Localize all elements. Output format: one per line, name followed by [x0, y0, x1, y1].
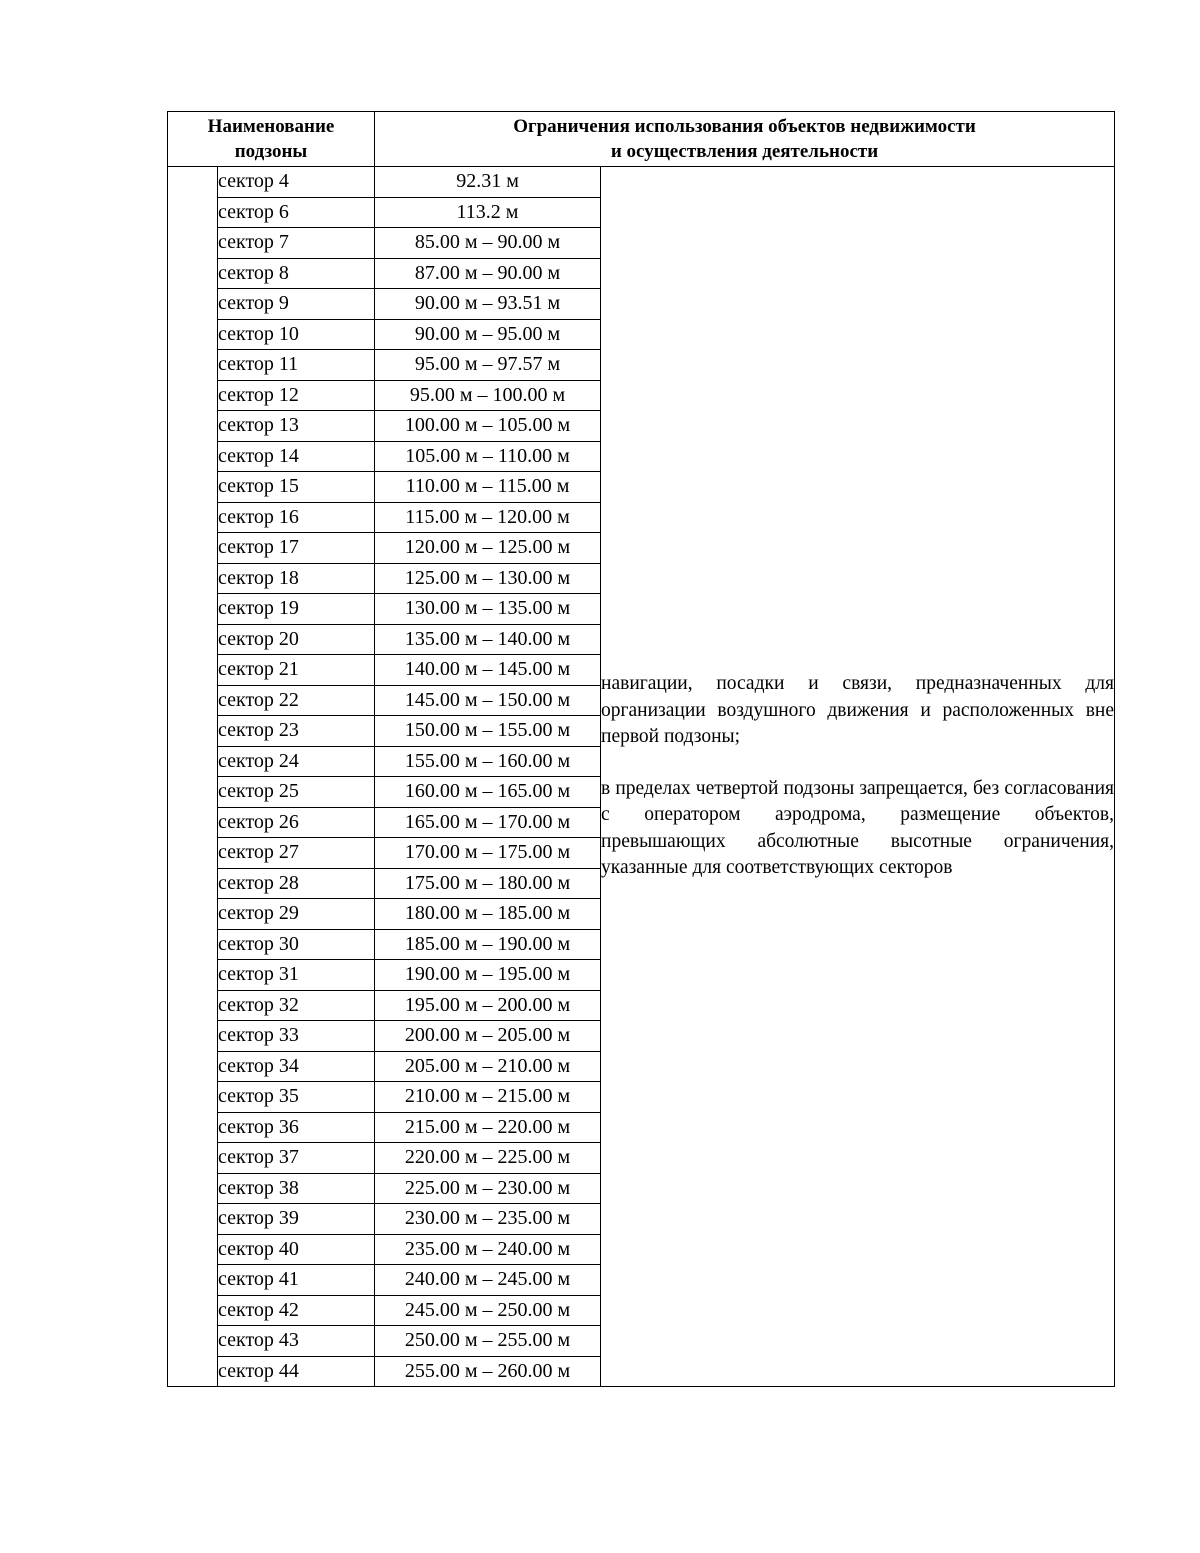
height-limit-cell: 180.00 м – 185.00 м: [375, 899, 601, 930]
height-limit-cell: 87.00 м – 90.00 м: [375, 258, 601, 289]
sector-cell: сектор 20: [218, 624, 375, 655]
sector-cell: сектор 22: [218, 685, 375, 716]
height-limit-cell: 215.00 м – 220.00 м: [375, 1112, 601, 1143]
sector-cell: сектор 24: [218, 746, 375, 777]
height-limit-cell: 145.00 м – 150.00 м: [375, 685, 601, 716]
sector-cell: сектор 15: [218, 472, 375, 503]
sector-cell: сектор 36: [218, 1112, 375, 1143]
header-restrictions-line-1: Ограничения использования объектов недвижимости: [513, 116, 976, 137]
height-limit-cell: 255.00 м – 260.00 м: [375, 1356, 601, 1387]
sector-cell: сектор 44: [218, 1356, 375, 1387]
sector-cell: сектор 14: [218, 441, 375, 472]
height-limit-cell: 230.00 м – 235.00 м: [375, 1204, 601, 1235]
height-limit-cell: 100.00 м – 105.00 м: [375, 411, 601, 442]
sector-cell: сектор 35: [218, 1082, 375, 1113]
restriction-description-cell: [601, 167, 1115, 1387]
height-limit-cell: 125.00 м – 130.00 м: [375, 563, 601, 594]
height-limit-cell: 225.00 м – 230.00 м: [375, 1173, 601, 1204]
height-limit-cell: 235.00 м – 240.00 м: [375, 1234, 601, 1265]
sector-cell: сектор 9: [218, 289, 375, 320]
description-paragraph-2: в пределах четвертой подзоны запрещается, без согласования с оператором аэродрома, размещение объектов, превышающих абсолютные высотные ограничения, указанные для соответствующих секторов: [601, 777, 1115, 879]
header-subzone-line-2: подзоны: [234, 141, 308, 162]
sector-cell: сектор 37: [218, 1143, 375, 1174]
sector-cell: сектор 34: [218, 1051, 375, 1082]
height-limit-cell: 95.00 м – 100.00 м: [375, 380, 601, 411]
sector-cell: сектор 31: [218, 960, 375, 991]
sector-cell: сектор 32: [218, 990, 375, 1021]
height-limit-cell: 130.00 м – 135.00 м: [375, 594, 601, 625]
sector-cell: сектор 41: [218, 1265, 375, 1296]
height-limit-cell: 90.00 м – 93.51 м: [375, 289, 601, 320]
sector-cell: сектор 40: [218, 1234, 375, 1265]
header-restrictions-line-2: и осуществления деятельности: [610, 141, 879, 162]
sector-cell: сектор 8: [218, 258, 375, 289]
sector-cell: сектор 10: [218, 319, 375, 350]
height-limit-cell: 240.00 м – 245.00 м: [375, 1265, 601, 1296]
sector-cell: сектор 39: [218, 1204, 375, 1235]
height-limit-cell: 150.00 м – 155.00 м: [375, 716, 601, 747]
sector-cell: сектор 16: [218, 502, 375, 533]
height-limit-cell: 185.00 м – 190.00 м: [375, 929, 601, 960]
sector-cell: сектор 7: [218, 228, 375, 259]
header-subzone-line-1: Наименование: [207, 116, 335, 137]
height-limit-cell: 160.00 м – 165.00 м: [375, 777, 601, 808]
table-body: [168, 167, 1115, 1387]
height-limit-cell: 135.00 м – 140.00 м: [375, 624, 601, 655]
height-limit-cell: 165.00 м – 170.00 м: [375, 807, 601, 838]
description-paragraph-1: навигации, посадки и связи, предназначенных для организации воздушного движения и расположенных вне первой подзоны;: [601, 673, 1115, 748]
height-limit-cell: 245.00 м – 250.00 м: [375, 1295, 601, 1326]
restrictions-table: [167, 111, 1115, 1387]
sector-cell: сектор 26: [218, 807, 375, 838]
height-limit-cell: 140.00 м – 145.00 м: [375, 655, 601, 686]
sector-cell: сектор 28: [218, 868, 375, 899]
sector-cell: сектор 33: [218, 1021, 375, 1052]
height-limit-cell: 113.2 м: [375, 197, 601, 228]
sector-cell: сектор 18: [218, 563, 375, 594]
height-limit-cell: 250.00 м – 255.00 м: [375, 1326, 601, 1357]
height-limit-cell: 155.00 м – 160.00 м: [375, 746, 601, 777]
height-limit-cell: 120.00 м – 125.00 м: [375, 533, 601, 564]
height-limit-cell: 210.00 м – 215.00 м: [375, 1082, 601, 1113]
sector-cell: сектор 6: [218, 197, 375, 228]
sector-cell: сектор 23: [218, 716, 375, 747]
header-subzone-name: [168, 112, 375, 167]
sector-cell: сектор 43: [218, 1326, 375, 1357]
height-limit-cell: 205.00 м – 210.00 м: [375, 1051, 601, 1082]
sector-cell: сектор 29: [218, 899, 375, 930]
height-limit-cell: 85.00 м – 90.00 м: [375, 228, 601, 259]
sector-cell: сектор 4: [218, 167, 375, 198]
table-header-row: [168, 112, 1115, 167]
sector-cell: сектор 30: [218, 929, 375, 960]
sector-cell: сектор 42: [218, 1295, 375, 1326]
sector-cell: сектор 25: [218, 777, 375, 808]
table-row: [168, 167, 1115, 198]
sector-cell: сектор 12: [218, 380, 375, 411]
height-limit-cell: 95.00 м – 97.57 м: [375, 350, 601, 381]
height-limit-cell: 90.00 м – 95.00 м: [375, 319, 601, 350]
sector-cell: сектор 11: [218, 350, 375, 381]
subzone-name-cell: [168, 167, 218, 1387]
sector-cell: сектор 21: [218, 655, 375, 686]
height-limit-cell: 220.00 м – 225.00 м: [375, 1143, 601, 1174]
height-limit-cell: 110.00 м – 115.00 м: [375, 472, 601, 503]
height-limit-cell: 190.00 м – 195.00 м: [375, 960, 601, 991]
height-limit-cell: 195.00 м – 200.00 м: [375, 990, 601, 1021]
sector-cell: сектор 38: [218, 1173, 375, 1204]
header-restrictions: [375, 112, 1115, 167]
sector-cell: сектор 17: [218, 533, 375, 564]
height-limit-cell: 92.31 м: [375, 167, 601, 198]
sector-cell: сектор 13: [218, 411, 375, 442]
height-limit-cell: 170.00 м – 175.00 м: [375, 838, 601, 869]
height-limit-cell: 175.00 м – 180.00 м: [375, 868, 601, 899]
height-limit-cell: 200.00 м – 205.00 м: [375, 1021, 601, 1052]
sector-cell: сектор 19: [218, 594, 375, 625]
height-limit-cell: 105.00 м – 110.00 м: [375, 441, 601, 472]
height-limit-cell: 115.00 м – 120.00 м: [375, 502, 601, 533]
sector-cell: сектор 27: [218, 838, 375, 869]
